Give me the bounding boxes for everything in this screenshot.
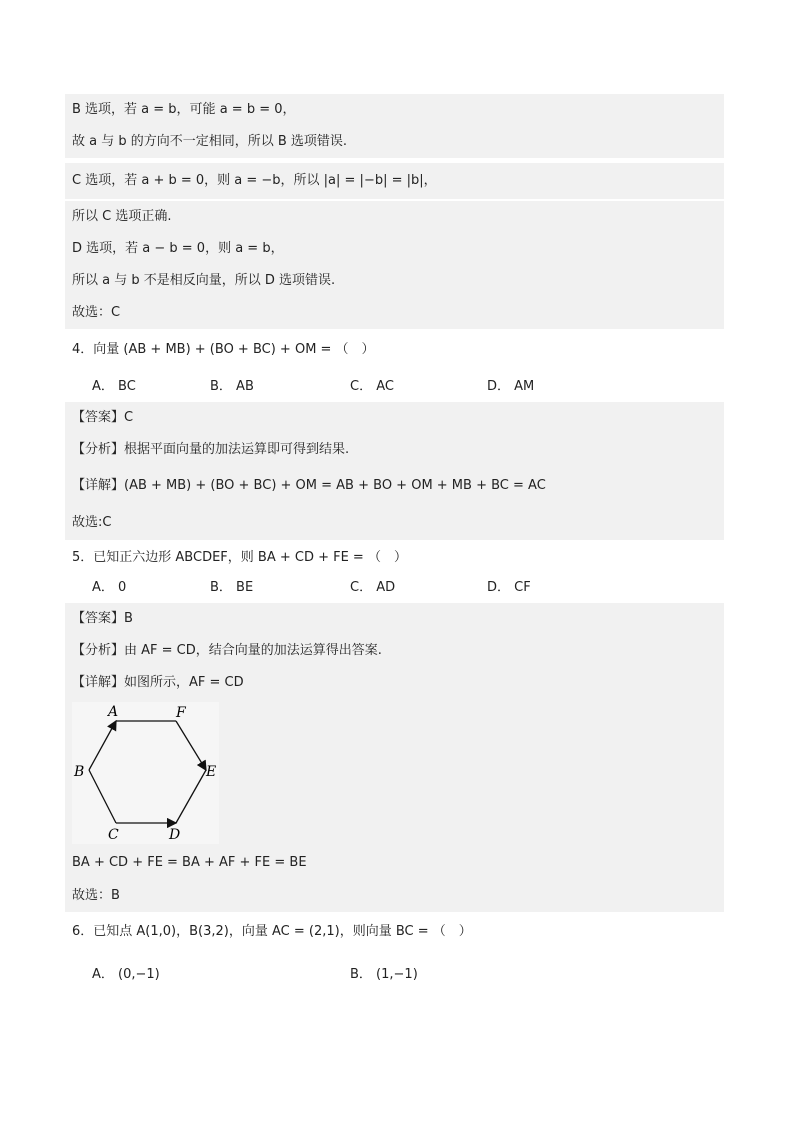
q5-answer: 【答案】B [65,603,724,635]
explanation-line-c2: 所以 C 选项正确. [65,201,724,233]
q5-equation: BA + CD + FE = BA + AF + FE = BE [65,846,724,880]
vertex-label-b: B [74,764,85,780]
q4-analysis: 【分析】根据平面向量的加法运算即可得到结果. [65,434,724,466]
vertex-label-a: A [108,704,119,720]
explanation-select: 故选：C [65,297,724,329]
question-6-stem: 6．已知点 A(1,0)，B(3,2)，向量 AC = (2,1)，则向量 BC = （ ） [72,924,472,939]
vertex-label-f: F [176,705,186,721]
hexagon-figure [72,702,219,844]
vertex-label-e: E [206,764,217,780]
explanation-line-b2: 故 a 与 b 的方向不一定相同，所以 B 选项错误. [65,126,724,158]
q5-choice-b: B． BE [210,580,254,595]
q5-choice-c: C． AD [350,580,396,595]
edge-ba-arrow [89,721,116,770]
q5-choice-d: D． CF [487,580,531,595]
question-5-stem: 5．已知正六边形 ABCDEF，则 BA + CD + FE = （ ） [72,550,407,565]
explanation-line-d1: D 选项，若 a − b = 0，则 a = b， [65,233,724,265]
q4-answer: 【答案】C [65,402,724,434]
q6-choice-a: A． (0,−1) [92,967,160,982]
explanation-line-b1: B 选项，若 a = b，可能 a = b = 0， [65,94,724,126]
q4-select: 故选:C [65,506,724,540]
vertex-label-d: D [169,827,181,843]
q4-choice-a: A． BC [92,379,136,394]
q6-choice-b: B． (1,−1) [350,967,418,982]
explanation-line-c1: C 选项，若 a + b = 0，则 a = −b，所以 |a| = |−b| = |b|， [65,163,724,199]
q5-select: 故选：B [65,880,724,912]
explanation-line-d2: 所以 a 与 b 不是相反向量，所以 D 选项错误. [65,265,724,297]
edge-ed [176,770,206,823]
vertex-label-c: C [108,827,119,843]
q4-choice-b: B． AB [210,379,254,394]
q5-choice-a: A． 0 [92,580,127,595]
q4-choice-d: D． AM [487,379,535,394]
hexagon-diagram [72,702,219,844]
q5-analysis: 【分析】由 AF = CD，结合向量的加法运算得出答案. [65,635,724,667]
edge-bc [89,770,116,823]
q4-detail: 【详解】(AB + MB) + (BO + BC) + OM = AB + BO + OM + MB + BC = AC [65,466,724,506]
q4-choice-c: C． AC [350,379,394,394]
edge-fe-arrow [176,721,206,770]
q5-detail: 【详解】如图所示，AF = CD [65,667,724,699]
question-4-stem: 4．向量 (AB + MB) + (BO + BC) + OM = （ ） [72,342,375,357]
